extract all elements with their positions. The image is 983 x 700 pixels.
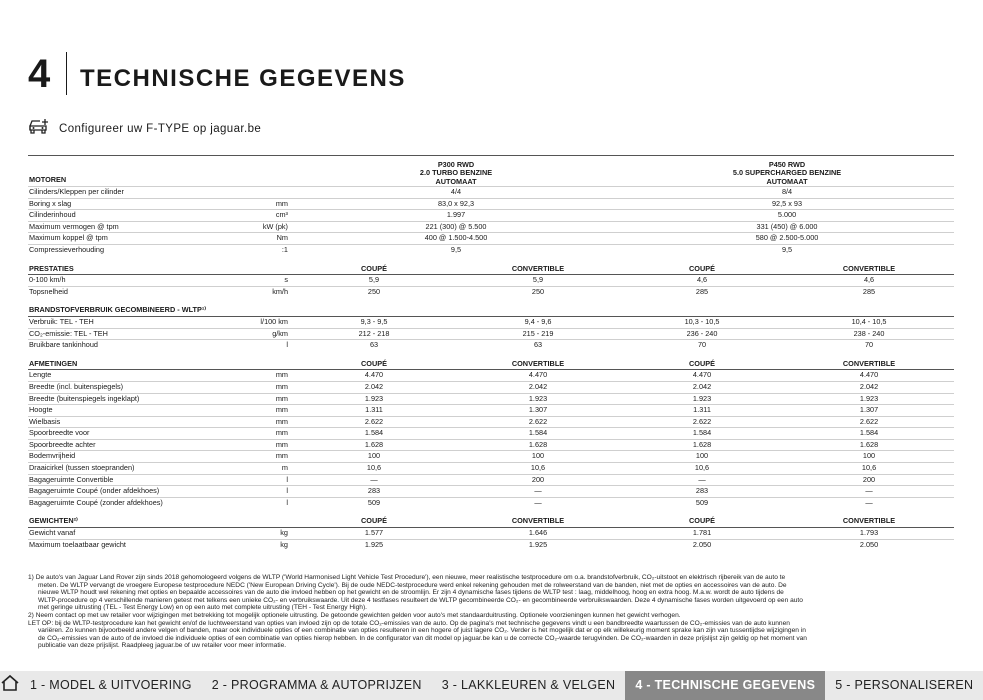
engine-header-line: 5.0 SUPERCHARGED BENZINE (732, 168, 842, 177)
value-cell: 1.925 (528, 539, 548, 549)
column-subhead (292, 303, 456, 316)
configure-text: Configureer uw F-TYPE op jaguar.be (59, 122, 262, 135)
spec-row (28, 451, 954, 463)
row-unit: mm (228, 439, 292, 451)
row-unit: km/h (272, 286, 288, 296)
value-p450: 580 @ 2.500-5.000 (620, 233, 954, 245)
row-label: Breedte (incl. buitenspiegels) (28, 381, 228, 393)
value-cell: 283 (620, 486, 784, 498)
row-label: Spoorbreedte voor (28, 428, 228, 440)
footnote-note-line: variëren. Zo kunnen bijvoorbeeld andere velgen of banden, maar ook individuele opties of een combinatie van opties resulteren in een hogere of juist lagere CO₂. Verder is het mogelijk dat er op elk willekeurig moment sprake kan zijn van tussentijdse wijzigingen in (38, 627, 806, 635)
value-cell: 100 (620, 451, 784, 463)
value-cell: 1.584 (292, 428, 456, 440)
value-cell: 2.622 (620, 416, 784, 428)
value-cell: 2.622 (292, 416, 456, 428)
row-label: Maximum toelaatbaar gewicht (29, 539, 126, 549)
value-cell: 1.923 (620, 393, 784, 405)
nav-item-1[interactable]: 1 - MODEL & UITVOERING (30, 678, 192, 692)
value-cell: 10,4 - 10,5 (784, 316, 954, 328)
footnote-1: 1) De auto's van Jaguar Land Rover zijn sinds 2018 gehomologeerd volgens de WLTP ('World Harmonised Light Vehicle Test Procedure'), een nieuwe, meer realistische testprocedure om o.a. brandstofverbruik, CO₂-uitstoot en elektrisch rijbereik van de auto te (28, 574, 786, 581)
row-label: Maximum vermogen @ tpm (28, 221, 228, 233)
row-label: Maximum koppel @ tpm (28, 233, 228, 245)
value-cell: 1.584 (784, 428, 954, 440)
spec-row (28, 316, 954, 328)
value-cell: — (784, 486, 954, 498)
value-p450: 8/4 (620, 187, 954, 199)
row-unit: :1 (281, 244, 288, 254)
empty-cell (228, 156, 292, 187)
spec-row (28, 416, 954, 428)
value-cell: 2.042 (784, 381, 954, 393)
value-cell: 1.628 (620, 439, 784, 451)
footnote-1-line: meten. De WLTP vervangt de vroegere Europese testprocedure NEDC ('New European Driving Cycle'). Bij de oude NEDC-testprocedure werd enkel rekening gehouden met de rolweerstand van de banden, niet met de opties en accessoires van de auto. De (38, 581, 787, 589)
spec-row (28, 286, 954, 297)
column-subhead: COUPÉ (292, 514, 456, 527)
row-unit: Nm (228, 233, 292, 245)
footnote-note-line: de CO₂-emissies van de auto of de invloed die individuele opties of een combinatie van opties hierop hebben. In de configurator van dit model op jaguar.be kan u de correcte CO₂-waarde terugvinden. De CO₂-waarden in deze prijslijst zijn geldig op het moment van (38, 634, 807, 642)
value-cell: 2.050 (859, 539, 879, 549)
empty-cell (228, 303, 292, 316)
value-p300: 400 @ 1.500-4.500 (292, 233, 620, 245)
spec-row (28, 275, 954, 287)
value-cell: 200 (784, 474, 954, 486)
value-cell: 285 (862, 286, 876, 296)
row-unit (228, 187, 292, 199)
value-cell: 1.925 (364, 539, 384, 549)
value-cell: 4.470 (620, 370, 784, 382)
row-label: Lengte (28, 370, 228, 382)
column-subhead (784, 303, 954, 316)
spec-row (28, 328, 954, 340)
value-cell: 1.311 (620, 405, 784, 417)
value-cell: 285 (695, 286, 709, 296)
column-subhead: COUPÉ (292, 357, 456, 370)
value-cell: 2.042 (292, 381, 456, 393)
row-label: Bagageruimte Convertible (28, 474, 228, 486)
value-cell: 100 (456, 451, 620, 463)
row-unit: mm (228, 370, 292, 382)
row-label: Bagageruimte Coupé (zonder afdekhoes) (29, 497, 163, 507)
row-unit: kg (280, 539, 288, 549)
value-cell: 250 (531, 286, 545, 296)
row-label: 0-100 km/h (28, 275, 228, 287)
value-cell: 2.042 (456, 381, 620, 393)
row-unit: l (286, 497, 288, 507)
value-cell: 250 (367, 286, 381, 296)
row-label: Wielbasis (28, 416, 228, 428)
nav-item-4[interactable]: 4 - TECHNISCHE GEGEVENS (625, 671, 825, 700)
spec-table (28, 155, 954, 550)
bottom-navigation (0, 671, 983, 700)
spec-row (28, 439, 954, 451)
value-cell: 70 (697, 340, 707, 350)
row-unit: mm (228, 428, 292, 440)
column-subhead: COUPÉ (620, 514, 784, 527)
value-p450: 331 (450) @ 6.000 (620, 221, 954, 233)
spec-row (28, 381, 954, 393)
value-cell: 200 (456, 474, 620, 486)
value-cell: 4.470 (292, 370, 456, 382)
row-unit: mm (228, 381, 292, 393)
footnote-1-line: nieuwe WLTP houdt wel rekening met opties en bepaalde accessoires van de auto die invloed hebben op het gewicht en de stroomlijn. Er zijn 4 dynamische fases tijdens de WLTP test : laag, middelhoog, hoog en extra hoog. M.a.w. wordt de auto tijdens de (38, 589, 784, 597)
spec-row (28, 539, 954, 550)
row-label: Hoogte (28, 405, 228, 417)
value-cell: 215 - 219 (456, 328, 620, 340)
row-unit: l/100 km (228, 316, 292, 328)
spec-row (28, 393, 954, 405)
value-cell: 1.628 (292, 439, 456, 451)
value-p450: 5.000 (620, 210, 954, 222)
section-header-gewichten (28, 514, 954, 527)
section-header-prestaties (28, 262, 954, 275)
nav-item-2[interactable]: 2 - PROGRAMMA & AUTOPRIJZEN (211, 678, 422, 692)
column-subhead: CONVERTIBLE (784, 514, 954, 527)
row-unit: mm (228, 198, 292, 210)
spec-row (28, 187, 954, 199)
row-label: Verbruik: TEL - TEH (28, 316, 228, 328)
value-cell: 1.307 (456, 405, 620, 417)
spec-row (28, 370, 954, 382)
spec-row (28, 474, 954, 486)
section-title-motoren: MOTOREN (28, 156, 228, 187)
section-title-afmetingen: AFMETINGEN (28, 357, 228, 370)
row-unit: l (286, 340, 288, 350)
row-label: Gewicht vanaf (28, 528, 228, 540)
value-cell: — (620, 474, 784, 486)
value-p300: 1.997 (292, 210, 620, 222)
value-cell: 10,3 - 10,5 (620, 316, 784, 328)
value-cell: 1.584 (620, 428, 784, 440)
value-p450: 92,5 x 93 (620, 198, 954, 210)
value-cell: 1.793 (784, 528, 954, 540)
value-cell: 509 (367, 497, 381, 507)
value-cell: 5,9 (292, 275, 456, 287)
footnote-2: 2) Neem contact op met uw retailer voor wijzigingen met betrekking tot mogelijk optionele uitrusting. De getoonde gewichten gelden voor auto's met standaarduitrusting. Optionele voorzieningen kunnen het gewicht verhogen. (28, 611, 681, 619)
row-label: Cilinderinhoud (28, 210, 228, 222)
value-cell: 10,6 (292, 463, 456, 475)
column-subhead: CONVERTIBLE (784, 357, 954, 370)
row-unit: mm (228, 416, 292, 428)
spec-row (28, 405, 954, 417)
value-cell: — (456, 486, 620, 498)
engine-header-line: AUTOMAAT (766, 176, 808, 186)
column-subhead: CONVERTIBLE (456, 262, 620, 275)
spec-row (28, 221, 954, 233)
column-subhead: COUPÉ (620, 262, 784, 275)
value-cell: 2.042 (620, 381, 784, 393)
row-label: Bruikbare tankinhoud (29, 340, 98, 350)
value-cell: 1.307 (784, 405, 954, 417)
row-label: Draaicirkel (tussen stoepranden) (28, 463, 228, 475)
value-cell: 283 (292, 486, 456, 498)
spec-row (28, 198, 954, 210)
row-unit: mm (228, 451, 292, 463)
value-p300: 4/4 (292, 187, 620, 199)
value-p300: 83,0 x 92,3 (292, 198, 620, 210)
row-label: Compressieverhouding (29, 244, 105, 254)
footnote-1-line: met geringe uitrusting (TEL - Test Energy Low) en op een auto met complete uitrusting (TEH - Test Energy High). (38, 604, 367, 612)
value-cell: 236 - 240 (620, 328, 784, 340)
row-unit: g/km (228, 328, 292, 340)
value-cell: 63 (369, 340, 379, 350)
spec-row (28, 428, 954, 440)
row-unit: kg (228, 528, 292, 540)
spec-row (28, 463, 954, 475)
header-divider (66, 52, 67, 95)
value-cell: 2.622 (784, 416, 954, 428)
value-cell: 4,6 (784, 275, 954, 287)
value-cell: 212 - 218 (292, 328, 456, 340)
value-cell: — (534, 497, 542, 507)
home-button[interactable] (0, 671, 20, 700)
spec-row (28, 528, 954, 540)
value-cell: 1.923 (784, 393, 954, 405)
column-subhead: CONVERTIBLE (456, 357, 620, 370)
footnote-1-line: WLTP-procedure op 4 verschillende manieren getest met telkens een unieke CO₂- en verbruikswaarde. Uit deze 4 testfases resulteert de WLTP gecombineerde CO₂- en gecombineerde verbruikswaarden. Deze 4 dynamische fases worden uitgevoerd op een auto (38, 596, 803, 604)
row-unit: mm (228, 393, 292, 405)
spec-row (28, 497, 954, 508)
value-cell: 1.577 (292, 528, 456, 540)
engine-header-p450 (620, 156, 954, 187)
value-cell: 5,9 (456, 275, 620, 287)
value-p450: 9,5 (781, 244, 793, 254)
home-icon (0, 674, 20, 697)
row-unit: kW (pk) (228, 221, 292, 233)
value-cell: 1.584 (456, 428, 620, 440)
row-label: Cilinders/Kleppen per cilinder (28, 187, 228, 199)
row-unit: l (228, 486, 292, 498)
value-cell: 9,3 - 9,5 (292, 316, 456, 328)
row-label: CO₂-emissie: TEL - TEH (28, 328, 228, 340)
section-title-brandstofverbruik: BRANDSTOFVERBRUIK GECOMBINEERD - WLTP¹⁾ (28, 303, 228, 316)
row-unit: cm³ (228, 210, 292, 222)
row-unit: s (228, 275, 292, 287)
empty-cell (228, 262, 292, 275)
value-cell: 1.781 (620, 528, 784, 540)
row-unit: l (228, 474, 292, 486)
value-cell: 509 (695, 497, 709, 507)
column-subhead: CONVERTIBLE (456, 514, 620, 527)
footnotes (28, 574, 952, 650)
empty-cell (228, 357, 292, 370)
value-cell: 10,6 (620, 463, 784, 475)
nav-item-5[interactable]: 5 - PERSONALISEREN (835, 678, 974, 692)
value-cell: 100 (292, 451, 456, 463)
page-title: TECHNISCHE GEGEVENS (80, 65, 406, 92)
value-cell: 1.923 (456, 393, 620, 405)
value-p300: 221 (300) @ 5.500 (292, 221, 620, 233)
value-cell: 10,6 (456, 463, 620, 475)
engine-header-row (28, 156, 954, 187)
value-cell: 1.646 (456, 528, 620, 540)
spec-row (28, 340, 954, 351)
footnote-note-line: publicatie van deze prijslijst. Raadpleeg jaguar.be of uw retailer voor meer informatie. (38, 642, 287, 650)
section-header-afmetingen (28, 357, 954, 370)
value-cell: 9,4 - 9,6 (456, 316, 620, 328)
empty-cell (228, 514, 292, 527)
value-cell: 100 (784, 451, 954, 463)
spec-row (28, 486, 954, 498)
value-cell: 4.470 (456, 370, 620, 382)
value-cell: — (292, 474, 456, 486)
value-cell: 10,6 (784, 463, 954, 475)
section-title-gewichten: GEWICHTEN²⁾ (28, 514, 228, 527)
column-subhead: CONVERTIBLE (784, 262, 954, 275)
value-cell: 70 (864, 340, 874, 350)
value-cell: 1.311 (292, 405, 456, 417)
value-cell: 1.628 (784, 439, 954, 451)
nav-item-3[interactable]: 3 - LAKKLEUREN & VELGEN (441, 678, 616, 692)
engine-header-line: AUTOMAAT (435, 176, 477, 186)
engine-header-line: 2.0 TURBO BENZINE (419, 168, 493, 177)
value-cell: 238 - 240 (784, 328, 954, 340)
value-p300: 9,5 (450, 244, 462, 254)
value-cell: 4.470 (784, 370, 954, 382)
car-configure-icon (28, 118, 50, 139)
spec-row (28, 210, 954, 222)
value-cell: — (865, 497, 873, 507)
engine-header-p300 (292, 156, 620, 187)
value-cell: 2.050 (692, 539, 712, 549)
engine-header-line: P450 RWD (768, 159, 806, 169)
engine-header-line: P300 RWD (437, 159, 475, 169)
row-label: Bagageruimte Coupé (onder afdekhoes) (28, 486, 228, 498)
column-subhead (620, 303, 784, 316)
row-label: Boring x slag (28, 198, 228, 210)
section-number: 4 (28, 52, 51, 96)
spec-row (28, 233, 954, 245)
footnote-note: LET OP: bij de WLTP-testprocedure kan het gewicht en/of de luchtweerstand van opties van invloed zijn op de totale CO₂-emissies van de auto. Op de pagina's met technische gegevens vindt u een bandbreedte waartussen de CO₂-emissies van de auto kunnen (28, 619, 790, 627)
value-cell: 2.622 (456, 416, 620, 428)
row-unit: mm (228, 405, 292, 417)
value-cell: 1.628 (456, 439, 620, 451)
row-label: Spoorbreedte achter (28, 439, 228, 451)
row-label: Breedte (buitenspiegels ingeklapt) (28, 393, 228, 405)
column-subhead: COUPÉ (620, 357, 784, 370)
value-cell: 1.923 (292, 393, 456, 405)
section-header-brandstofverbruik (28, 303, 954, 316)
value-cell: 4,6 (620, 275, 784, 287)
row-label: Topsnelheid (29, 286, 68, 296)
value-cell: 63 (533, 340, 543, 350)
configure-link[interactable] (28, 118, 261, 139)
spec-row (28, 244, 954, 255)
row-label: Bodemvrijheid (28, 451, 228, 463)
column-subhead: COUPÉ (292, 262, 456, 275)
row-unit: m (228, 463, 292, 475)
section-title-prestaties: PRESTATIES (28, 262, 228, 275)
column-subhead (456, 303, 620, 316)
